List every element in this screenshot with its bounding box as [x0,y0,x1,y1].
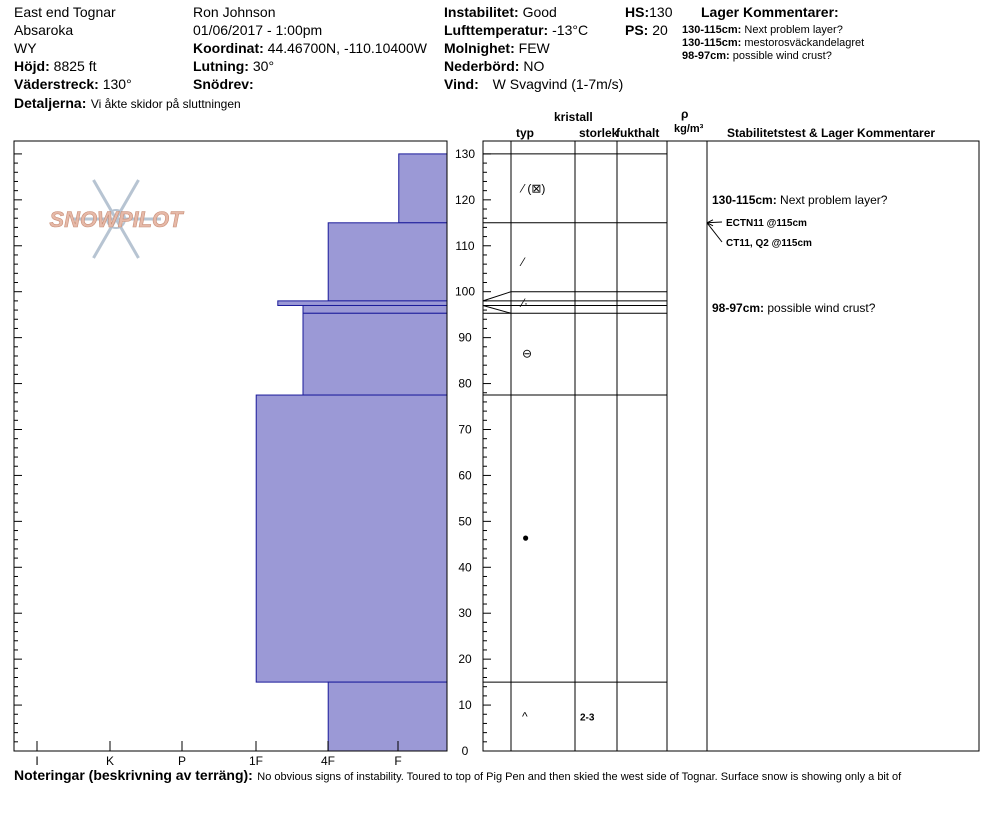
stability-comment-range: 130-115cm: [712,192,777,207]
density-symbol: ρ [681,107,689,121]
hardness-layer [303,305,447,313]
height-tick-label: 0 [461,744,469,758]
height-tick-label: 10 [458,698,472,713]
hs-value: 130 [649,4,673,20]
layer-comment-range: 98-97cm: [682,50,730,62]
type-header: typ [516,126,534,140]
height-tick-label: 50 [458,514,472,529]
stability-comment-text: Next problem layer? [776,192,888,207]
instability-label: Instabilitet: [444,4,519,20]
hardness-tick-label: 4F [320,754,336,768]
location-name: East end Tognar [14,4,116,20]
observer-name: Ron Johnson [193,4,276,20]
stability-header: Stabilitetstest & Lager Kommentarer [727,126,936,140]
stability-column [707,193,888,315]
layer-comments-title: Lager Kommentarer: [701,4,839,20]
slope-label: Lutning: [193,58,249,74]
hardness-layer [278,301,447,306]
airtemp-label: Lufttemperatur: [444,22,549,38]
density-unit: kg/m³ [674,123,704,135]
logo-text: SNOWPILOT [49,207,183,232]
precip-label: Nederbörd: [444,58,520,74]
layer-comment-text: possible wind crust? [732,50,832,62]
observation-datetime: 01/06/2017 - 1:00pm [193,22,323,38]
height-tick-label: 40 [458,560,472,575]
hardness-layer [256,395,447,682]
grain-symbol: ^ [522,709,528,724]
precip-value: NO [523,58,545,74]
stability-test: CT11, Q2 @115cm [726,238,812,249]
details-label: Detaljerna: [14,95,87,111]
layer-comment-text: mestorosväckandelagret [744,37,865,49]
height-tick-label: 130 [454,146,476,161]
coordinate-value: 44.46700N, -110.10400W [267,40,427,56]
mountain-range: Absaroka [14,22,74,38]
hardness-tick-label: 1F [248,754,264,768]
height-tick-label: 90 [458,330,472,345]
notes-row [14,768,901,784]
instability-value: Good [522,4,557,20]
ps-label: PS: [625,22,649,38]
elevation-label: Höjd: [14,58,50,74]
grain-symbol: ● [522,530,530,545]
state: WY [14,40,37,56]
grain-size: 2-3 [580,712,595,724]
elevation-value: 8825 ft [53,58,97,74]
layer-comment-range: 130-115cm: [682,37,742,49]
notes-text: No obvious signs of instability. Toured to top of Pig Pen and then skied the west side of Tognar. Surface snow is showing only a bit of [257,771,902,783]
hardness-tick-label: P [177,754,187,768]
hs-label: HS: [625,4,650,20]
height-tick-label: 80 [458,376,472,391]
size-header: storlek [579,126,619,140]
observation-frame [483,141,979,751]
hardness-tick-label: F [394,754,402,768]
stability-comment-text: possible wind crust? [764,300,876,315]
moisture-header: fukthalt [616,126,660,140]
layer-comment-text: Next problem layer? [744,24,843,36]
notes-label: Noteringar (beskrivning av terräng): [14,767,253,783]
hardness-layers [256,154,447,751]
sky-label: Molnighet: [444,40,515,56]
aspect-label: Väderstreck: [14,76,99,92]
diagram-frames [14,141,979,751]
layer-connector [483,292,511,301]
hardness-tick-label: I [35,754,39,768]
snowpilot-logo [49,180,184,258]
grain-symbol: ⁄ (⊠) [522,181,546,196]
hardness-layer [328,682,447,751]
grain-type-column [519,181,595,723]
stability-comment-range: 98-97cm: [712,300,765,315]
slope-value: 30° [252,58,275,74]
height-tick-label: 20 [458,652,472,667]
stability-test: ECTN11 @115cm [726,218,807,229]
hardness-layer [328,223,447,301]
height-tick-label: 30 [458,606,472,621]
grain-symbol: ⁄ [522,254,525,269]
snowdrift-label: Snödrev: [193,76,254,92]
height-tick-label: 60 [458,468,472,483]
height-tick-label: 120 [454,192,476,207]
layer-connector [483,305,511,313]
details-value: Vi åkte skidor på sluttningen [90,97,241,111]
ps-value: 20 [652,22,668,38]
stability-comment [712,193,888,207]
wind-label: Vind: [444,76,479,92]
layer-comment-range: 130-115cm: [682,24,742,36]
height-tick-label: 100 [454,284,476,299]
grain-symbol: ⊖ [522,346,533,361]
height-tick-label: 70 [458,422,472,437]
grain-symbol: ⁄· [522,296,528,311]
hardness-tick-label: K [105,754,115,768]
coordinate-label: Koordinat: [193,40,264,56]
hardness-layer [399,154,447,223]
height-tick-label: 110 [455,238,475,253]
sky-value: FEW [518,40,550,56]
stability-comment [712,301,876,315]
airtemp-value: -13°C [552,22,589,38]
stability-test-pointer [707,223,722,242]
aspect-value: 130° [102,76,132,92]
crystal-header: kristall [554,110,593,124]
hardness-layer [303,313,447,395]
wind-value: W Svagvind (1-7m/s) [492,76,624,92]
